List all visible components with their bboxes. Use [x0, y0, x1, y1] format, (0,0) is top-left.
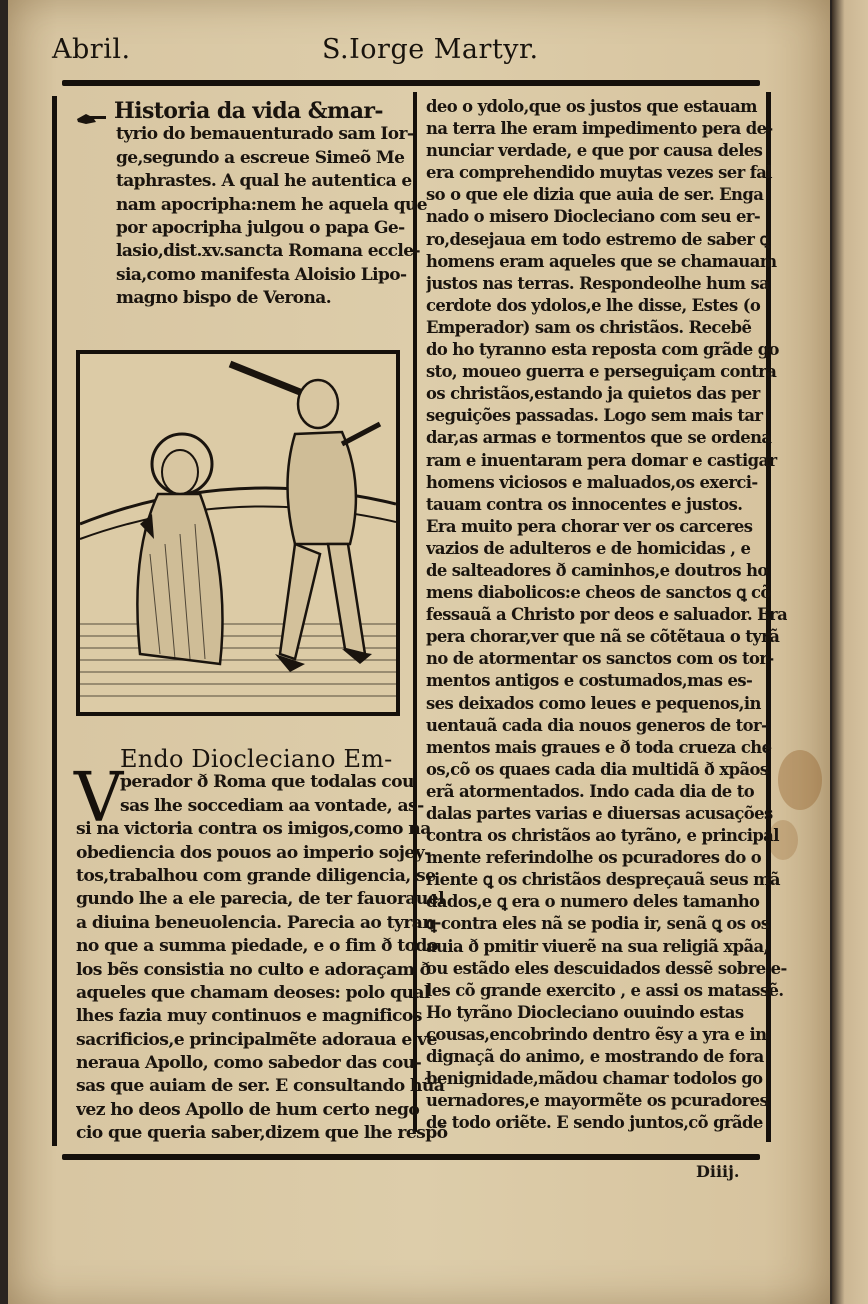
right-column-line: mentos antigos e costumados,mas es- — [426, 671, 753, 691]
right-column-line: nunciar verdade, e que por causa deles — [426, 141, 763, 161]
adjacent-page-edge — [832, 0, 868, 1304]
paragraph-line: neraua Apollo, como sabedor das cou- — [76, 1053, 422, 1074]
right-column-line: uernadores,e mayormẽte os pcuradores — [426, 1091, 769, 1111]
right-column-line: homens viciosos e maluados,os exerci- — [426, 472, 758, 492]
intro-line: por apocripha julgou o papa Ge- — [116, 217, 405, 238]
intro-line: magno bispo de Verona. — [116, 288, 332, 309]
right-column-line: benignidade,mãdou chamar todolos go — [426, 1069, 763, 1089]
right-column-line: cerdote dos ydolos,e lhe disse, Estes (o — [426, 295, 761, 315]
running-head-month: Abril. — [52, 34, 131, 65]
right-column-line: riente ꝗ os christãos despreçauã seus mã — [426, 870, 780, 890]
right-column-line: na terra lhe eram impedimento pera de- — [426, 119, 773, 139]
right-column-line: homens eram aqueles que se chamauam — [426, 251, 777, 271]
right-column-line: sto, moueo guerra e perseguiçam contra — [426, 362, 777, 382]
right-column-line: no de atormentar os sanctos com os tor- — [426, 649, 774, 669]
intro-line: taphrastes. A qual he autentica e — [116, 171, 412, 192]
right-column-line: ses deixados como leues e pequenos,in — [426, 693, 761, 713]
intro-line: lasio,dist.xv.sancta Romana eccle- — [116, 241, 420, 262]
right-column-line: seguições passadas. Logo sem mais tar — [426, 406, 763, 426]
paragraph-line: aqueles que chamam deoses: polo qual — [76, 982, 430, 1003]
right-column-line: Ho tyrãno Diocleciano ouuindo estas — [426, 1002, 744, 1022]
right-column-line: dar,as armas e tormentos que se ordena — [426, 428, 772, 448]
right-column-line: dalas partes varias e diuersas acusações — [426, 804, 773, 823]
right-column-text — [426, 96, 787, 1134]
paragraph-title: Endo Diocleciano Em- — [120, 748, 393, 772]
right-column-line: deo o ydolo,que os justos que estauam — [426, 97, 757, 116]
paragraph-line: sas lhe soccediam aa vontade, as- — [120, 795, 424, 816]
right-column-line: mentos mais graues e ð toda crueza che — [426, 737, 772, 757]
drop-capital: V — [74, 759, 124, 838]
right-column-line: so o que ele dizia que auia de ser. Enga — [426, 185, 764, 205]
right-column-line: do ho tyranno esta reposta com grãde go — [426, 340, 779, 360]
intro-line: sia,como manifesta Aloisio Lipo- — [116, 264, 407, 285]
right-column-line: dados,e ꝗ era o numero deles tamanho — [426, 892, 760, 912]
paragraph-line: a diuina beneuolencia. Parecia ao tyran- — [76, 912, 441, 933]
intro-line: nam apocripha:nem he aquela que — [116, 194, 427, 215]
paragraph-line: vez ho deos Apollo de hum certo nego — [76, 1099, 420, 1120]
right-column-line: uentauã cada dia nouos generos de tor- — [426, 715, 768, 735]
right-column-line: era comprehendido muytas vezes ser fal — [426, 163, 772, 183]
right-column-line: ram e inuentaram pera domar e castigar — [426, 450, 777, 470]
frame-rule-top — [62, 80, 760, 86]
intro-line: Historia da vida &mar- — [114, 100, 383, 124]
paragraph-line: lhes fazia muy continuos e magnificos — [76, 1006, 422, 1027]
paragraph-line: sas que auiam de ser. E consultando hũa — [76, 1076, 445, 1097]
intro-rubric — [76, 100, 427, 311]
woodcut-saint-george-image — [80, 354, 396, 712]
right-column-line: os christãos,estando ja quietos das per — [426, 384, 760, 404]
right-column-line: tauam contra os innocentes e justos. — [426, 494, 743, 514]
right-column-line: mens diabolicos:e cheos de sanctos ꝗ cõ — [426, 583, 771, 603]
right-column-line: nado o misero Diocleciano com seu er- — [426, 207, 761, 227]
right-column-line: ro,desejaua em todo estremo de saber ꝗ — [426, 229, 770, 249]
paragraph-line: sacrificios,e principalmẽte adoraua e ve — [76, 1029, 437, 1050]
frame-rule-bottom — [62, 1154, 760, 1160]
paragraph-line: si na victoria contra os imigos,como na — [76, 819, 431, 840]
right-column-line: contra os christãos ao tyrãno, e principal — [426, 826, 779, 846]
right-column-line: dignaçã do animo, e mostrando de fora — [426, 1047, 764, 1067]
right-column-line: cousas,encobrindo dentro ẽsy a yra e in — [426, 1024, 767, 1044]
right-column-line: fessauã a Christo por deos e saluador. Era — [426, 605, 788, 625]
paragraph-line: los bẽs consistia no culto e adoraçam ð — [76, 959, 431, 980]
right-column-line: auia ð pmitir viuerẽ na sua religiã xpãa, — [426, 936, 769, 956]
right-column-line: vazios de adulteros e de homicidas , e — [426, 538, 751, 558]
right-column-line: de todo oriẽte. E sendo juntos,cõ grãde — [426, 1113, 763, 1133]
signature-mark: Diiij. — [696, 1162, 740, 1181]
right-column-line: justos nas terras. Respondeolhe hum sa — [426, 273, 770, 293]
paragraph-line: no que a summa piedade, e o fim ð todo — [76, 936, 438, 957]
intro-line: ge,segundo a escreue Simeõ Me — [116, 147, 405, 168]
right-column-line: Era muito pera chorar ver os carceres — [426, 516, 753, 536]
woodcut-illustration — [76, 350, 400, 716]
right-column-line: de salteadores ð caminhos,e doutros ho — [426, 560, 768, 580]
paragraph-line: obediencia dos pouos ao imperio sojey- — [76, 842, 431, 863]
running-head-title: S.Iorge Martyr. — [322, 34, 539, 65]
right-column-line: ou estãdo eles descuidados dessẽ sobre e- — [426, 958, 787, 978]
right-column-line: pera chorar,ver que nã se cõtẽtaua o tyrã — [426, 627, 780, 647]
right-column-line: les cõ grande exercito , e assi os matassẽ. — [426, 980, 784, 1000]
paragraph-line: tos,trabalhou com grande diligencia, se — [76, 865, 436, 886]
intro-line: tyrio do bemauenturado sam Ior- — [116, 124, 414, 145]
paragraph-line: perador ð Roma que todalas cou — [120, 772, 414, 793]
right-column-line: ꝗ contra eles nã se podia ir, senã ꝗ os os — [426, 914, 770, 934]
paragraph-line: cio que queria saber,dizem que lhe respõ — [76, 1123, 448, 1144]
right-column-line: erã atormentados. Indo cada dia de to — [426, 781, 755, 801]
right-column-line: mente referindolhe os pcuradores do o — [426, 848, 762, 868]
right-column-line: Emperador) sam os christãos. Recebẽ — [426, 317, 752, 337]
paragraph-line: gundo lhe a ele parecia, de ter fauorauel — [76, 889, 445, 910]
right-column-line: os,cõ os quaes cada dia multidã ð xpãos — [426, 759, 769, 779]
frame-rule-left — [52, 96, 57, 1146]
main-paragraph — [76, 748, 448, 1146]
